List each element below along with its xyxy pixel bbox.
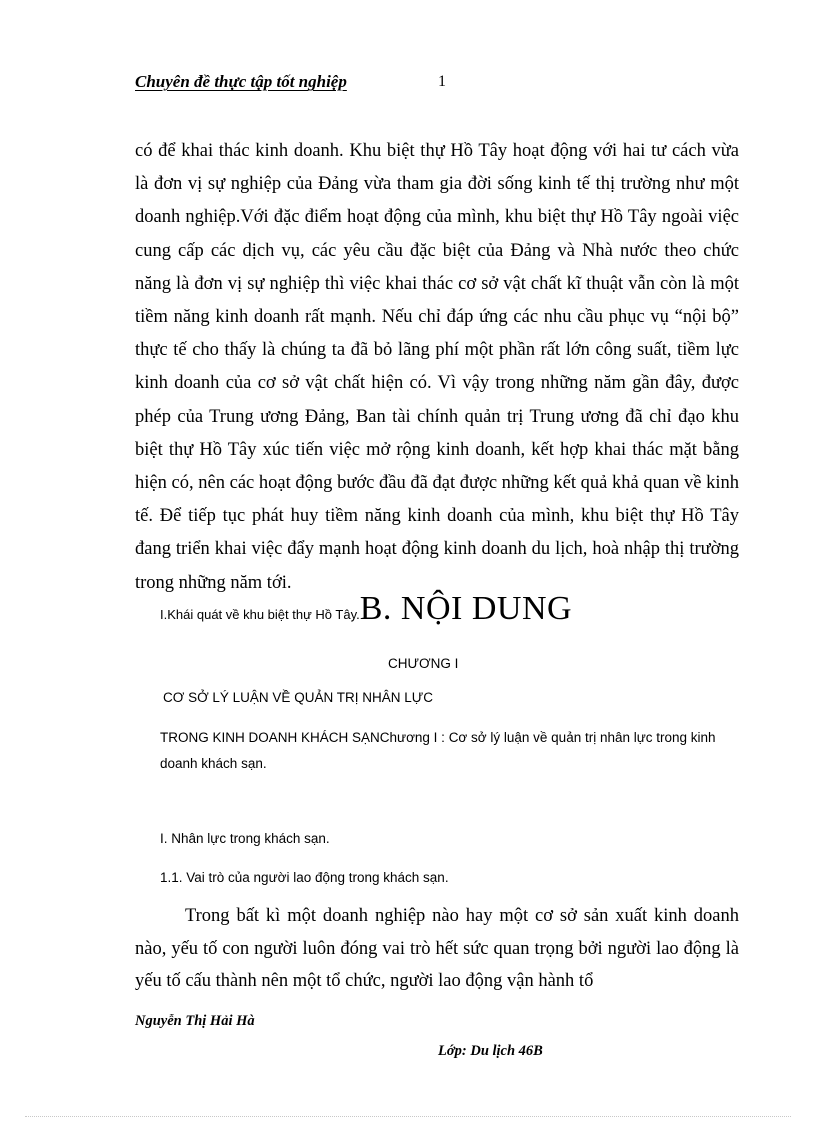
body-paragraph-2: Trong bất kì một doanh nghiệp nào hay một cơ sở sản xuất kinh doanh nào, yếu tố con người luôn đóng vai trò hết sức quan trọng bởi người lao động là yếu tố cấu thành nên một tổ chức, người lao động vận hành tổ [135, 906, 739, 991]
heading-1-1: 1.1. Vai trò của người lao động trong khách sạn. [160, 870, 449, 885]
page-number: 1 [438, 73, 446, 90]
section-heading-small: I.Khái quát về khu biệt thự Hồ Tây. [160, 607, 360, 622]
body-paragraph-1: có để khai thác kinh doanh. Khu biệt thự Hồ Tây hoạt động với hai tư cách vừa là đơn vị sự nghiệp của Đảng vừa tham gia đời sống kinh tế thị trường như một doanh nghiệp.Với đặc điểm hoạt động của mình, khu biệt thự Hồ Tây ngoài việc cung cấp các dịch vụ, các yêu cầu đặc biệt của Đảng và Nhà nước theo chức năng là đơn vị sự nghiệp thì việc khai thác cơ sở vật chất kĩ thuật vẫn còn là một tiềm năng kinh doanh rất mạnh. Nếu chỉ đáp ứng các nhu cầu phục vụ “nội bộ” thực tế cho thấy là chúng ta đã bỏ lãng phí một phần rất lớn công suất, tiềm lực kinh doanh của cơ sở vật chất hiện có. Vì vậy trong những năm gần đây, được phép của Trung ương Đảng, Ban tài chính quản trị Trung ương đã chỉ đạo khu biệt thự Hồ Tây xúc tiến việc mở rộng kinh doanh, kết hợp khai thác mặt bằng hiện có, nên các hoạt động bước đầu đã đạt được những kết quả khả quan về kinh tế. Để tiếp tục phát huy tiềm năng kinh doanh của mình, khu biệt thự Hồ Tây đang triển khai việc đẩy mạnh hoạt động kinh doanh du lịch, hoà nhập thị trường trong những năm tới. [135, 141, 739, 593]
section-heading-big: B. NỘI DUNG [359, 590, 573, 627]
chapter-title-line1: CƠ SỞ LÝ LUẬN VỀ QUẢN TRỊ NHÂN LỰC [163, 690, 433, 705]
header-title: Chuyên đề thực tập tốt nghiệp [135, 72, 347, 91]
chapter-title-line2: TRONG KINH DOANH KHÁCH SẠNChương I : Cơ sở lý luận về quản trị nhân lực trong kinh doanh khách sạn. [160, 730, 716, 771]
footer-class: Lớp: Du lịch 46B [438, 1043, 543, 1059]
section-heading-line [160, 590, 760, 628]
chapter-label: CHƯƠNG I [388, 656, 459, 671]
page-edge-divider [25, 1116, 791, 1117]
footer-author: Nguyễn Thị Hải Hà [135, 1013, 255, 1029]
heading-1: I. Nhân lực trong khách sạn. [160, 831, 330, 846]
